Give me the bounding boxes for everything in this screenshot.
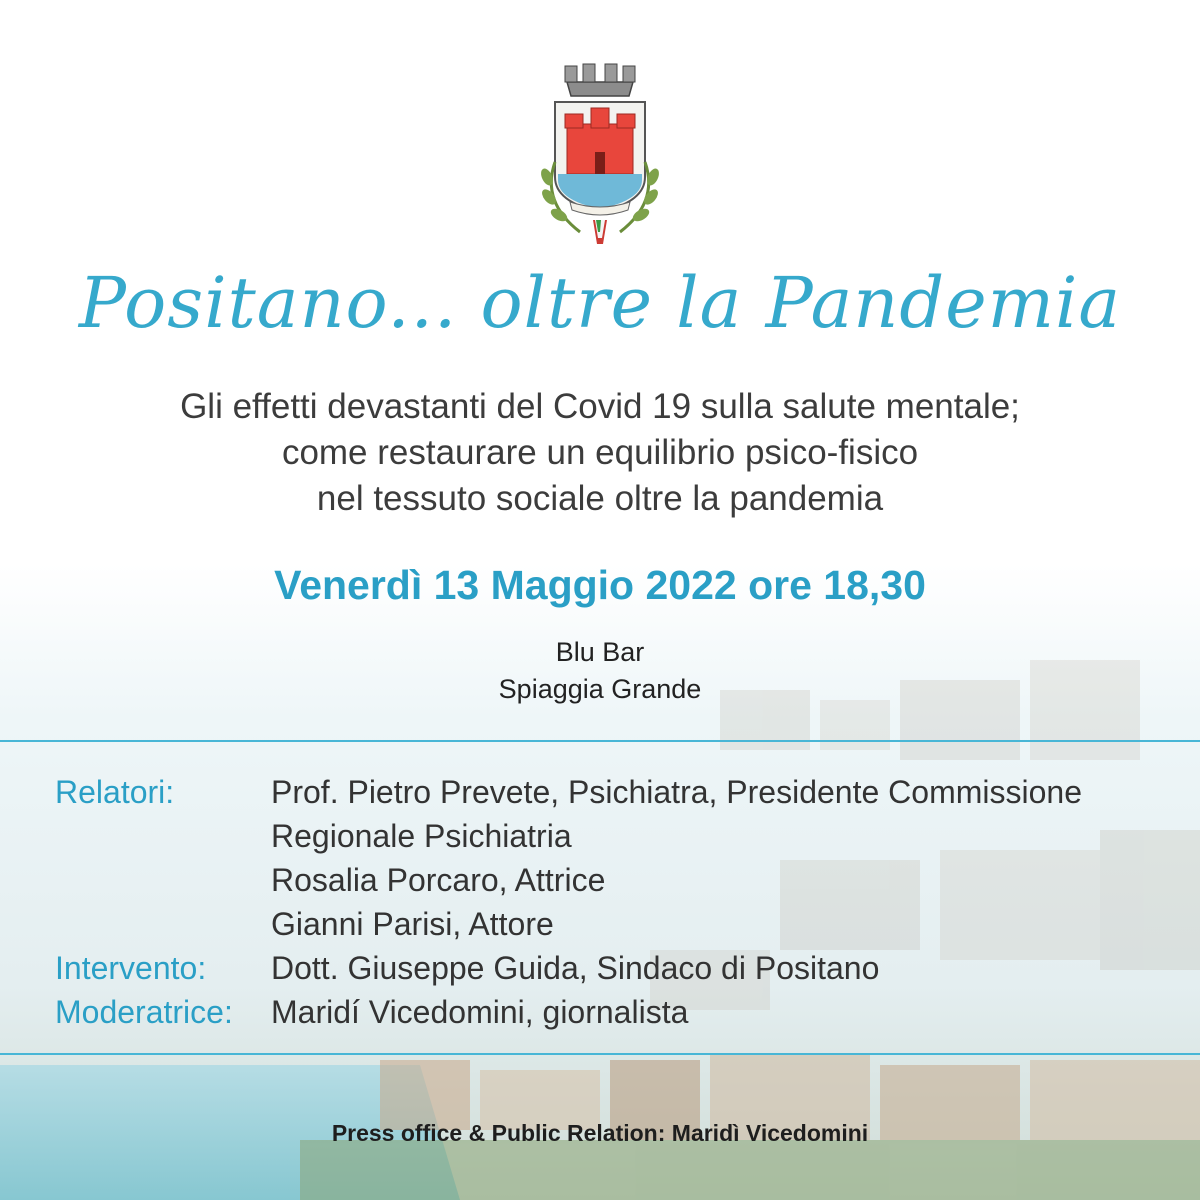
relatori-value: Gianni Parisi, Attore <box>271 906 554 942</box>
moderatrice-row <box>55 990 1175 1034</box>
event-date: Venerdì 13 Maggio 2022 ore 18,30 <box>274 562 926 608</box>
press-office-credit: Press office & Public Relation: Maridì Vicedomini <box>331 1120 869 1146</box>
relatori-row <box>55 814 1175 858</box>
subtitle-line: come restaurare un equilibrio psico-fisico <box>281 433 919 472</box>
subtitle-line: Gli effetti devastanti del Covid 19 sulla salute mentale; <box>180 387 1020 426</box>
subtitle-line: nel tessuto sociale oltre la pandemia <box>316 479 884 518</box>
divider-top <box>0 740 1200 742</box>
relatori-value: Prof. Pietro Prevete, Psichiatra, Presidente Commissione <box>271 774 1082 810</box>
moderatrice-value: Maridí Vicedomini, giornalista <box>271 994 689 1030</box>
event-title: Positano... oltre la Pandemia <box>78 262 1122 344</box>
intervento-value: Dott. Giuseppe Guida, Sindaco di Positano <box>271 950 880 986</box>
relatori-value: Rosalia Porcaro, Attrice <box>271 862 606 898</box>
divider-bottom <box>0 1053 1200 1055</box>
relatori-row <box>55 858 1175 902</box>
intervento-row <box>55 946 1175 990</box>
relatori-value: Regionale Psichiatria <box>271 818 572 854</box>
venue-name: Blu Bar <box>555 637 645 667</box>
event-venue <box>0 634 1200 708</box>
event-subtitle <box>0 384 1200 522</box>
crest-logo <box>525 52 675 252</box>
relatori-row <box>55 902 1175 946</box>
moderatrice-label: Moderatrice: <box>55 994 233 1030</box>
intervento-label: Intervento: <box>55 950 207 986</box>
speakers-section <box>55 770 1175 1034</box>
relatori-label: Relatori: <box>55 774 175 810</box>
venue-location: Spiaggia Grande <box>498 674 702 704</box>
relatori-row <box>55 770 1175 814</box>
